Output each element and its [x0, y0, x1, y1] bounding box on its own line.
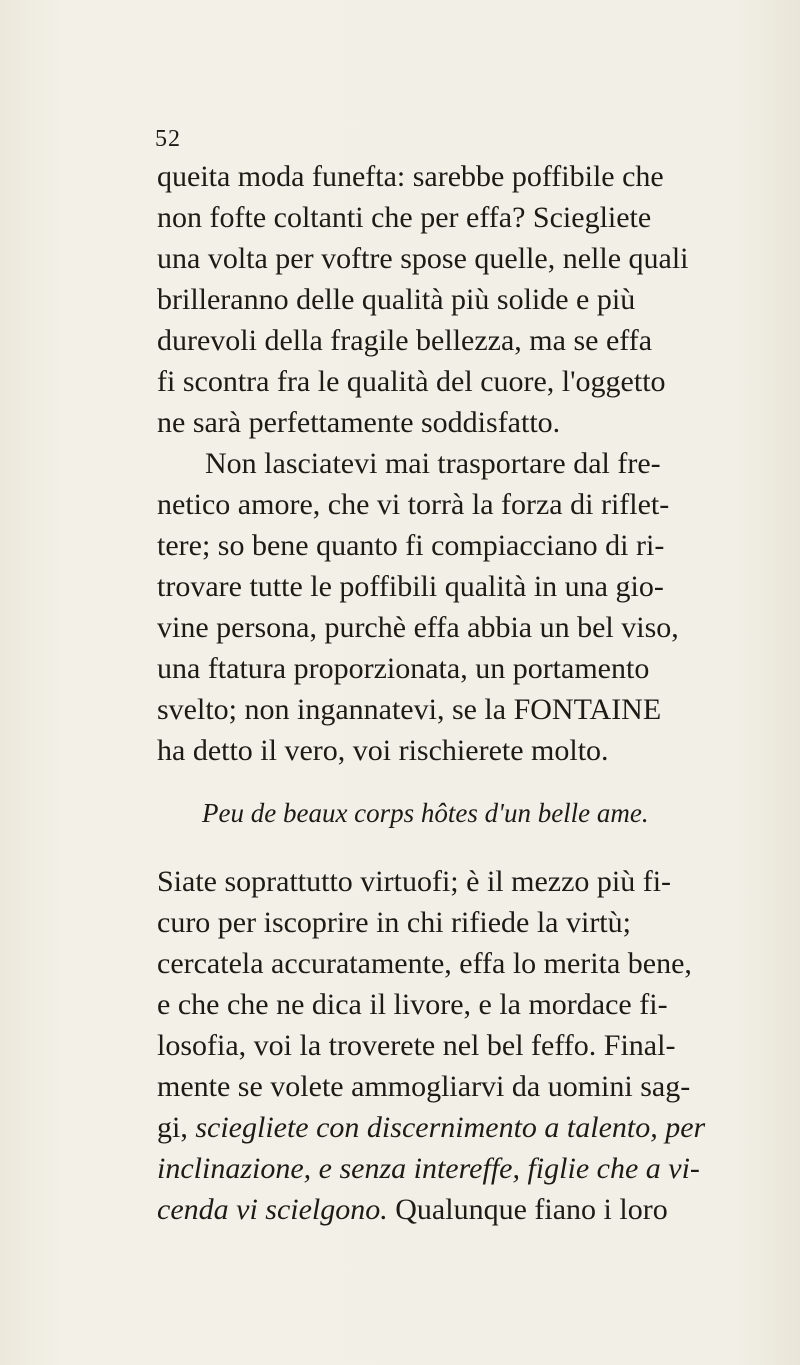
text-line: ha detto il vero, voi rischierete molto. — [157, 734, 609, 767]
text-line: fi scontra fra le qualità del cuore, l'oggetto — [157, 365, 666, 398]
text-line: losofia, voi la troverete nel bel feffo. Final- — [157, 1029, 676, 1062]
text-line: e che che ne dica il livore, e la mordace fi- — [157, 988, 668, 1021]
text-block — [157, 156, 782, 1230]
text-line: ne sarà perfettamente soddisfatto. — [157, 406, 561, 439]
text-line: curo per iscoprire in chi rifiede la virtù; — [157, 906, 631, 939]
mixed-text-line — [157, 1107, 782, 1148]
text-line: durevoli della fragile bellezza, ma se effa — [157, 324, 653, 357]
text-line: Siate soprattutto virtuofi; è il mezzo più fi- — [157, 865, 672, 898]
text-line: tere; so bene quanto fi compiacciano di ri- — [157, 529, 665, 562]
text-line: queita moda funefta: sarebbe poffibile che — [157, 160, 664, 193]
italic-text: cenda vi scielgono. — [157, 1193, 388, 1226]
text-line: mente se volete ammogliarvi da uomini sag- — [157, 1070, 691, 1103]
text-line: non fofte coltanti che per effa? Sciegliete — [157, 201, 652, 234]
text-line: Non lasciatevi mai trasportare dal fre- — [205, 447, 661, 480]
text-line: brilleranno delle qualità più solide e più — [157, 283, 636, 316]
mixed-text-line — [157, 1189, 782, 1230]
italic-quote: Peu de beaux corps hôtes d'un belle ame. — [202, 798, 649, 828]
roman-text: gi, — [157, 1111, 196, 1144]
text-line: cercatela accuratamente, effa lo merita bene, — [157, 947, 692, 980]
italic-text-line: inclinazione, e senza intereffe, figlie che a vi- — [157, 1152, 700, 1185]
text-line: vine persona, purchè effa abbia un bel viso, — [157, 611, 679, 644]
text-line: trovare tutte le poffibili qualità in una gio- — [157, 570, 664, 603]
text-line: netico amore, che vi torrà la forza di riflet- — [157, 488, 670, 521]
page-number: 52 — [155, 126, 181, 152]
paragraph-3 — [157, 861, 782, 1230]
text-line: una volta per voftre spose quelle, nelle quali — [157, 242, 689, 275]
paragraph-1 — [157, 156, 782, 443]
text-line: una ftatura proporzionata, un portamento — [157, 652, 650, 685]
paragraph-2 — [157, 443, 782, 771]
text-line: svelto; non ingannatevi, se la FONTAINE — [157, 693, 662, 726]
roman-text: Qualunque fiano i loro — [387, 1193, 668, 1226]
italic-text: sciegliete con discernimento a talento, per — [195, 1111, 706, 1144]
